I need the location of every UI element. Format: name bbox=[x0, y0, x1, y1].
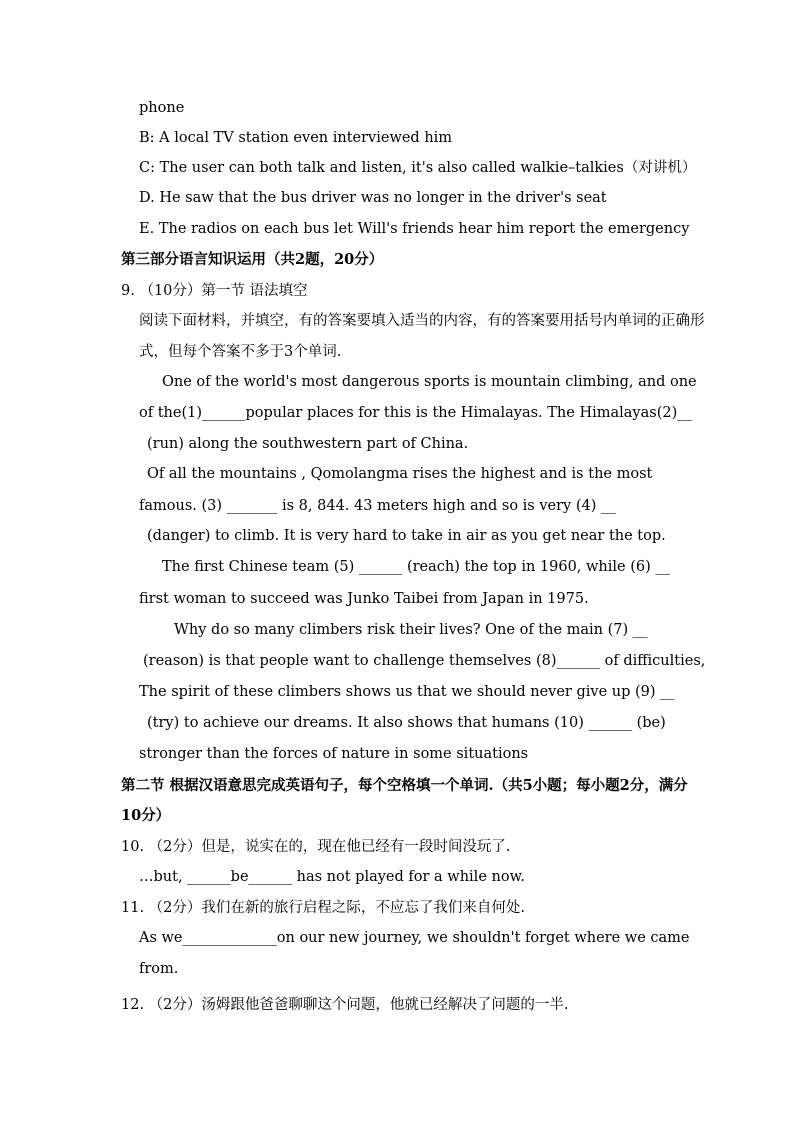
q9-instruction-1: 阅读下面材料，并填空，有的答案要填入适当的内容，有的答案要用括号内单词的正确形 bbox=[139, 313, 705, 329]
q11-english-2: from. bbox=[139, 961, 179, 977]
q11-english-1: As we_____________on our new journey, we shouldn't forget where we came bbox=[139, 930, 690, 946]
passage-line: stronger than the forces of nature in some situations bbox=[139, 746, 529, 762]
passage-line: first woman to succeed was Junko Taibei from Japan in 1975. bbox=[139, 591, 589, 607]
passage-line: Of all the mountains , Qomolangma rises the highest and is the most bbox=[147, 466, 653, 482]
q9-title: 9. （10分）第一节 语法填空 bbox=[121, 283, 308, 299]
q10-english: …but, ______be______ has not played for a while now. bbox=[139, 869, 525, 885]
passage-line: famous. (3) _______ is 8, 844. 43 meters high and so is very (4) __ bbox=[139, 498, 616, 514]
passage-line: The spirit of these climbers shows us that we should never give up (9) __ bbox=[139, 684, 675, 700]
option-a-tail: phone bbox=[139, 100, 185, 116]
passage-line: (run) along the southwestern part of China. bbox=[147, 436, 469, 452]
option-b: B: A local TV station even interviewed him bbox=[139, 130, 453, 146]
passage-line: of the(1)______popular places for this is the Himalayas. The Himalayas(2)__ bbox=[139, 405, 692, 421]
q11-chinese: 11. （2分）我们在新的旅行启程之际，不应忘了我们来自何处. bbox=[121, 900, 526, 916]
passage-line: (try) to achieve our dreams. It also shows that humans (10) ______ (be) bbox=[147, 715, 666, 731]
option-c: C: The user can both talk and listen, it's also called walkie–talkies（对讲机） bbox=[139, 160, 697, 176]
q12-chinese: 12. （2分）汤姆跟他爸爸聊聊这个问题，他就已经解决了问题的一半. bbox=[121, 997, 569, 1013]
option-d: D. He saw that the bus driver was no longer in the driver's seat bbox=[139, 190, 607, 206]
q9-instruction-2: 式，但每个答案不多于3个单词. bbox=[139, 344, 342, 360]
passage-line: Why do so many climbers risk their lives? One of the main (7) __ bbox=[174, 622, 648, 638]
section2-heading-2: 10分） bbox=[121, 807, 171, 824]
section2-heading-1: 第二节 根据汉语意思完成英语句子，每个空格填一个单词.（共5小题；每小题2分，满分 bbox=[121, 777, 688, 794]
passage-line: The first Chinese team (5) ______ (reach) the top in 1960, while (6) __ bbox=[162, 559, 670, 575]
q10-chinese: 10. （2分）但是，说实在的，现在他已经有一段时间没玩了. bbox=[121, 839, 511, 855]
passage-line: (reason) is that people want to challenge themselves (8)______ of difficulties, bbox=[143, 653, 706, 669]
part3-heading: 第三部分语言知识运用（共2题，20分） bbox=[121, 251, 384, 268]
passage-line: (danger) to climb. It is very hard to take in air as you get near the top. bbox=[147, 528, 666, 544]
option-e: E. The radios on each bus let Will's friends hear him report the emergency bbox=[139, 221, 690, 237]
passage-line: One of the world's most dangerous sports is mountain climbing, and one bbox=[162, 374, 697, 390]
